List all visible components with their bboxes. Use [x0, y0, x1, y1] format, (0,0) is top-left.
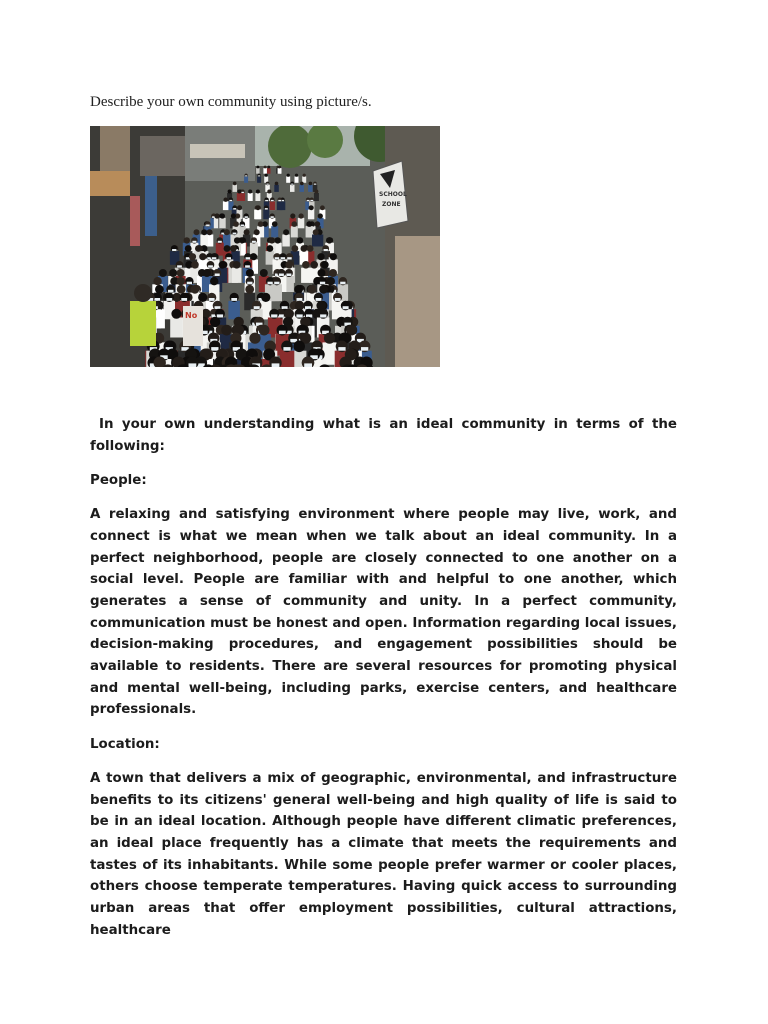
crowd-person-head — [199, 253, 206, 260]
crowd-person-mask — [245, 216, 248, 218]
crowd-person-mask — [208, 265, 213, 267]
crowd-person-head — [314, 190, 318, 194]
crowd-person-mask — [310, 200, 313, 201]
crowd-person-mask — [271, 200, 274, 201]
crowd-person-head — [318, 269, 326, 277]
crowd-person-head — [224, 229, 230, 235]
crowd-person-mask — [281, 257, 286, 259]
crowd-person-mask — [320, 314, 326, 317]
crowd-person-head — [159, 269, 167, 277]
crowd-person-mask — [304, 363, 312, 367]
crowd-person-head — [184, 237, 190, 243]
sign-school-text: SCHOOL — [379, 191, 407, 198]
crowd-person-mask — [297, 298, 303, 301]
crowd-person-head — [185, 245, 192, 252]
crowd-person-mask — [252, 241, 256, 243]
crowd-person-head — [301, 245, 308, 252]
crowd-person-head — [264, 166, 267, 169]
crowd-person-mask — [296, 314, 302, 317]
crowd-person-mask — [241, 192, 244, 193]
crowd-person-body — [278, 168, 282, 174]
crowd-person-body — [280, 351, 295, 367]
banner-text: No — [185, 311, 198, 320]
crowd-person-body — [219, 218, 226, 228]
crowd-person-body — [223, 235, 231, 247]
crowd-person-head — [248, 190, 252, 194]
crowd-person-mask — [272, 363, 280, 367]
section-body-location: A town that delivers a mix of geographic, environmental, and infrastructure benefits to its citizens' general well-being and high quality of life is said to be in an ideal location. Although people have different climatic preferences, an ideal place frequently has a climate that meets the requirements and tastes of its inhabitants. While some people prefer warmer or cooler places, others choose temperate temperatures. Having quick access to surrounding urban areas that offer employment possibilities, cultural attractions, healthcare — [90, 770, 677, 938]
crowd-person-body — [255, 193, 260, 201]
crowd-person-head — [203, 269, 211, 277]
crowd-person-head — [195, 245, 202, 252]
sign-zone-text: ZONE — [382, 201, 401, 208]
crowd-person-head — [231, 213, 236, 218]
crowd-person-mask — [324, 249, 328, 251]
crowd-person-mask — [187, 282, 192, 285]
crowd-person-head — [287, 174, 290, 177]
crowd-person-head — [177, 277, 185, 285]
crowd-person-mask — [265, 200, 268, 201]
crowd-person-body — [237, 193, 242, 201]
crowd-person-body — [274, 185, 279, 192]
crowd-person-body — [308, 210, 314, 220]
crowd-person-head — [317, 253, 324, 260]
crowd-person-mask — [343, 306, 349, 309]
crowd-person-body — [271, 226, 278, 237]
crowd-person-head — [303, 174, 306, 177]
crowd-person-mask — [361, 347, 368, 351]
crowd-person-mask — [275, 257, 280, 259]
crowd-person-mask — [229, 200, 232, 201]
crowd-person-mask — [217, 314, 223, 317]
crowd-person-body — [301, 268, 311, 283]
crowd-person-mask — [282, 306, 288, 309]
crowd-person-head — [254, 229, 260, 235]
crowd-person-body — [300, 185, 305, 192]
crowd-person-head — [292, 245, 299, 252]
crowd-person-body — [228, 301, 240, 319]
crowd-person-head — [309, 182, 313, 186]
crowd-person-mask — [227, 257, 232, 259]
crowd-person-body — [272, 284, 283, 301]
crowd-person-body — [302, 176, 306, 182]
crowd-person-mask — [168, 290, 174, 293]
crowd-person-body — [314, 193, 319, 201]
community-crowd-photo — [90, 126, 440, 367]
crowd-person-head — [237, 205, 242, 210]
crowd-person-head — [307, 221, 313, 227]
crowd-person-mask — [189, 363, 197, 367]
crowd-person-head — [315, 221, 321, 227]
crowd-person-mask — [271, 216, 274, 218]
crowd-person-head — [267, 245, 274, 252]
crowd-person-mask — [233, 233, 237, 235]
crowd-person-head — [194, 229, 200, 235]
crowd-person-body — [263, 168, 267, 174]
crowd-person-mask — [254, 306, 260, 309]
crowd-person-mask — [212, 257, 217, 259]
crowd-person-head — [256, 205, 261, 210]
crowd-person-head — [233, 261, 241, 269]
crowd-person-head — [320, 205, 325, 210]
crowd-person-head — [326, 237, 332, 243]
crowd-person-head — [327, 277, 335, 285]
crowd-person-head — [237, 190, 241, 194]
crowd-person-mask — [274, 282, 279, 285]
crowd-person-mask — [258, 175, 260, 176]
crowd-person-head — [169, 269, 177, 277]
crowd-person-head — [191, 261, 199, 269]
crowd-person-mask — [335, 298, 341, 301]
crowd-person-head — [293, 341, 305, 353]
crowd-person-head — [259, 325, 270, 336]
crowd-person-mask — [218, 241, 222, 243]
crowd-person-head — [260, 269, 268, 277]
crowd-person-mask — [192, 241, 196, 243]
crowd-person-body — [248, 193, 253, 201]
question-text: In your own understanding what is an ideal community in terms of the following: — [90, 417, 677, 454]
crowd-person-mask — [307, 200, 310, 201]
crowd-person-mask — [286, 274, 291, 277]
crowd-person-head — [318, 213, 323, 218]
crowd-person-head — [275, 237, 281, 243]
crowd-person-head — [207, 229, 213, 235]
crowd-person-mask — [291, 184, 293, 185]
crowd-person-head — [329, 269, 337, 277]
crowd-person-head — [265, 174, 268, 177]
crowd-person-head — [249, 333, 260, 344]
crowd-person-body — [286, 176, 290, 182]
crowd-person-mask — [166, 298, 172, 301]
crowd-person-body — [232, 268, 242, 283]
crowd-person-head — [267, 190, 271, 194]
crowd-person-head — [189, 253, 196, 260]
crowd-person-head — [224, 245, 231, 252]
crowd-person-body — [312, 235, 320, 247]
crowd-person-head — [246, 269, 254, 277]
crowd-person-body — [170, 318, 183, 338]
crowd-person-head — [297, 237, 303, 243]
crowd-person-head — [309, 205, 314, 210]
crowd-person-body — [290, 185, 295, 192]
crowd-person-body — [270, 201, 276, 210]
crowd-person-body — [233, 185, 238, 192]
crowd-person-head — [153, 277, 161, 285]
crowd-person-mask — [206, 225, 210, 227]
crowd-person-head — [245, 285, 254, 294]
crowd-person-head — [290, 213, 295, 218]
crowd-person-head — [321, 261, 329, 269]
crowd-person-head — [307, 245, 314, 252]
crowd-person-body — [306, 226, 313, 237]
crowd-person-mask — [241, 225, 245, 227]
crowd-person-head — [258, 221, 264, 227]
crowd-person-head — [155, 285, 164, 294]
crowd-person-body — [255, 210, 261, 220]
crowd-person-body — [267, 168, 271, 174]
crowd-person-mask — [172, 249, 176, 251]
crowd-person-head — [308, 285, 317, 294]
crowd-person-mask — [245, 175, 247, 176]
crowd-person-mask — [211, 347, 218, 351]
crowd-person-head — [224, 198, 228, 202]
section-heading-location: Location: — [90, 736, 160, 752]
crowd-person-mask — [314, 184, 316, 185]
crowd-person-head — [278, 166, 281, 169]
crowd-person-head — [324, 333, 335, 344]
crowd-person-mask — [320, 282, 325, 285]
crowd-person-head — [283, 229, 289, 235]
crowd-person-mask — [247, 282, 252, 285]
crowd-person-head — [261, 293, 270, 302]
crowd-person-head — [269, 237, 275, 243]
section-heading-people: People: — [90, 472, 147, 488]
crowd-person-mask — [287, 257, 292, 259]
crowd-person-head — [319, 285, 328, 294]
crowd-person-mask — [278, 200, 281, 201]
crowd-person-head — [233, 221, 239, 227]
crowd-person-head — [244, 229, 250, 235]
crowd-person-head — [177, 285, 186, 294]
crowd-person-mask — [265, 208, 268, 210]
crowd-person-mask — [316, 298, 322, 301]
crowd-person-mask — [231, 298, 237, 301]
crowd-person-body — [256, 168, 260, 174]
crowd-person-head — [219, 261, 227, 269]
crowd-person-head — [191, 285, 200, 294]
crowd-person-head — [294, 285, 303, 294]
crowd-person-head — [310, 261, 318, 269]
crowd-person-head — [272, 221, 278, 227]
crowd-person-body — [263, 210, 269, 220]
crowd-person-body — [295, 176, 299, 182]
crowd-person-head — [198, 293, 207, 302]
crowd-person-head — [330, 253, 337, 260]
crowd-person-mask — [177, 265, 182, 267]
crowd-person-mask — [283, 347, 290, 351]
crowd-person-head — [221, 325, 232, 336]
crowd-person-head — [313, 229, 319, 235]
crowd-person-head — [210, 277, 218, 285]
crowd-person-mask — [209, 298, 215, 301]
crowd-person-body — [308, 185, 313, 192]
crowd-person-mask — [181, 298, 187, 301]
crowd-person-head — [300, 182, 304, 186]
crowd-person-mask — [305, 306, 311, 309]
crowd-person-mask — [271, 314, 277, 317]
crowd-person-head — [233, 182, 237, 186]
crowd-person-body — [298, 218, 305, 228]
crowd-person-head — [177, 269, 185, 277]
crowd-person-head — [214, 213, 219, 218]
section-body-people: A relaxing and satisfying environment where people may live, work, and connect is what we mean when we talk about an ideal community. In a perfect neighborhood, people are closely connected to one another on a social level. People are familiar with and helpful to one another, which generates a sense of community and unity. In a perfect community, communication must be honest and open. Information regarding local issues, decision-making procedures, and engagement possibilities should be available to residents. There are several resources for promoting physical and mental well-being, including parks, exercise centers, and healthcare professionals. — [90, 507, 677, 718]
crowd-person-body — [277, 201, 283, 210]
prompt-text: Describe your own community using picture/s. — [90, 94, 372, 110]
crowd-person-mask — [246, 257, 251, 259]
essay-body — [90, 414, 677, 954]
crowd-person-body — [223, 201, 229, 210]
crowd-person-head — [295, 174, 298, 177]
crowd-person-body — [216, 243, 224, 256]
crowd-person-head — [267, 166, 270, 169]
crowd-person-mask — [340, 282, 345, 285]
crowd-person-mask — [215, 274, 220, 277]
crowd-person-head — [257, 166, 260, 169]
crowd-person-mask — [279, 331, 286, 334]
crowd-person-mask — [267, 184, 269, 185]
crowd-person-head — [230, 245, 237, 252]
crowd-person-mask — [154, 298, 160, 301]
crowd-person-head — [292, 221, 298, 227]
crowd-person-head — [299, 213, 304, 218]
crowd-person-body — [244, 176, 248, 182]
crowd-person-body — [291, 226, 298, 237]
crowd-person-mask — [268, 282, 273, 285]
crowd-person-mask — [215, 306, 221, 309]
crowd-person-head — [285, 261, 293, 269]
crowd-person-head — [275, 182, 279, 186]
crowd-person-head — [201, 229, 207, 235]
crowd-person-head — [228, 190, 232, 194]
crowd-person-head — [220, 213, 225, 218]
crowd-person-mask — [338, 347, 345, 351]
crowd-person-mask — [279, 274, 284, 277]
crowd-person-head — [234, 237, 240, 243]
crowd-person-body — [257, 176, 261, 182]
crowd-person-mask — [245, 265, 250, 267]
crowd-person-mask — [233, 208, 236, 210]
crowd-person-head — [171, 309, 181, 319]
crowd-person-body — [200, 235, 208, 247]
crowd-person-head — [302, 261, 310, 269]
crowd-person-head — [256, 190, 260, 194]
crowd-person-body — [282, 235, 290, 247]
